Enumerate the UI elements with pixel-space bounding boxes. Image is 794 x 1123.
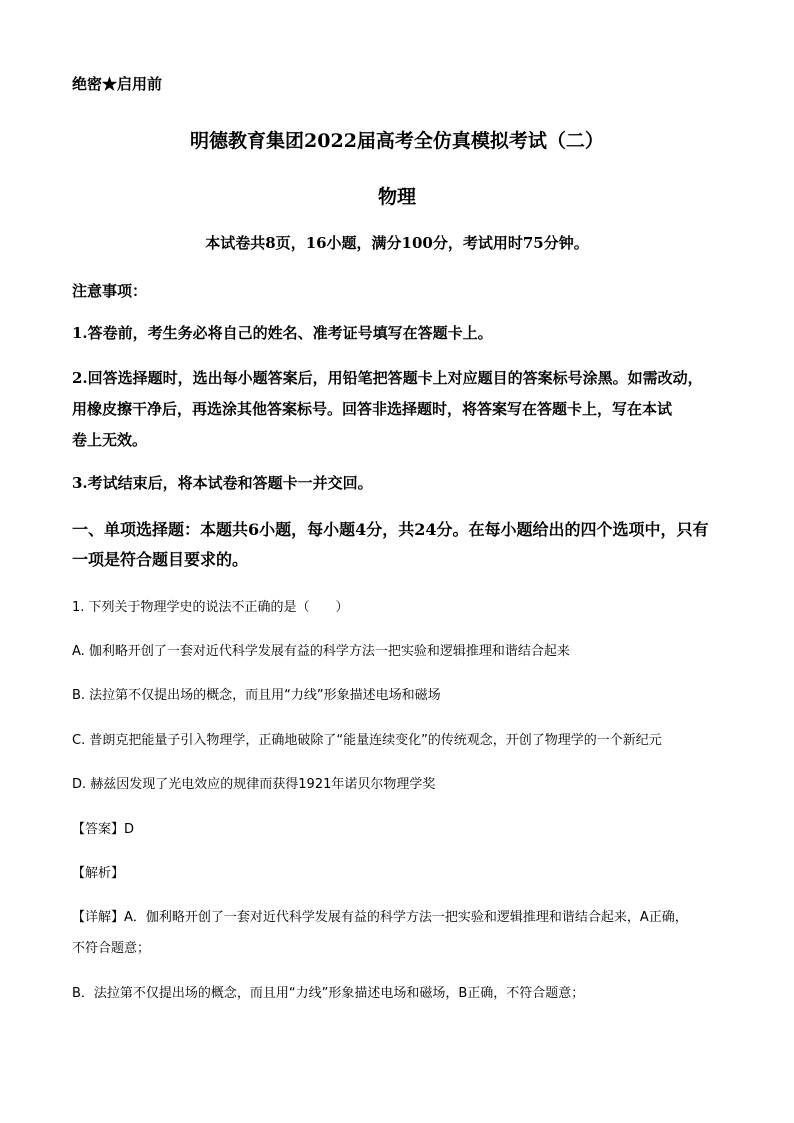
detail-line-2: 不符合题意； [72, 941, 151, 956]
detail-line-3: B．法拉第不仅提出场的概念，而且用“力线”形象描述电场和磁场，B正确，不符合题意； [72, 986, 585, 1001]
exam-title: 明德教育集团2022届高考全仿真模拟考试（二） [190, 130, 604, 152]
subject-title: 物理 [377, 186, 416, 208]
analysis-heading: 【解析】 [72, 866, 125, 881]
notice-item-2-line-3: 卷上无效。 [72, 431, 148, 449]
notice-item-3: 3.考试结束后，将本试卷和答题卡一并交回。 [72, 474, 373, 492]
section-heading-line-1: 一、单项选择题：本题共6小题，每小题4分，共24分。在每小题给出的四个选项中，只有 [72, 520, 709, 539]
notice-item-2-line-1: 2.回答选择题时，选出每小题答案后，用铅笔把答题卡上对应题目的答案标号涂黑。如需改动， [72, 369, 703, 387]
notice-item-2-line-2: 用橡皮擦干净后，再选涂其他答案标号。回答非选择题时，将答案写在答题卡上，写在本试 [72, 400, 673, 418]
answer-label: 【答案】D [72, 822, 135, 837]
option-b: B. 法拉第不仅提出场的概念，而且用“力线”形象描述电场和磁场 [72, 688, 441, 703]
notice-heading: 注意事项： [72, 282, 148, 300]
section-heading-line-2: 一项是符合题目要求的。 [72, 550, 249, 569]
option-c: C. 普朗克把能量子引入物理学，正确地破除了“能量连续变化”的传统观念，开创了物理学的一个新纪元 [72, 733, 662, 748]
detail-line-1: 【详解】A．伽利略开创了一套对近代科学发展有益的科学方法一把实验和逻辑推理和谐结合起来，A正确， [72, 910, 688, 925]
exam-info: 本试卷共8页，16小题，满分100分，考试用时75分钟。 [205, 234, 589, 252]
option-a: A. 伽利略开创了一套对近代科学发展有益的科学方法一把实验和逻辑推理和谐结合起来 [72, 644, 570, 659]
secret-mark: 绝密★启用前 [72, 75, 163, 93]
question-stem: 1. 下列关于物理学史的说法不正确的是（ ） [72, 600, 349, 615]
option-d: D. 赫兹因发现了光电效应的规律而获得1921年诺贝尔物理学奖 [72, 777, 436, 792]
notice-item-1: 1.答卷前，考生务必将自己的姓名、准考证号填写在答题卡上。 [72, 324, 493, 342]
